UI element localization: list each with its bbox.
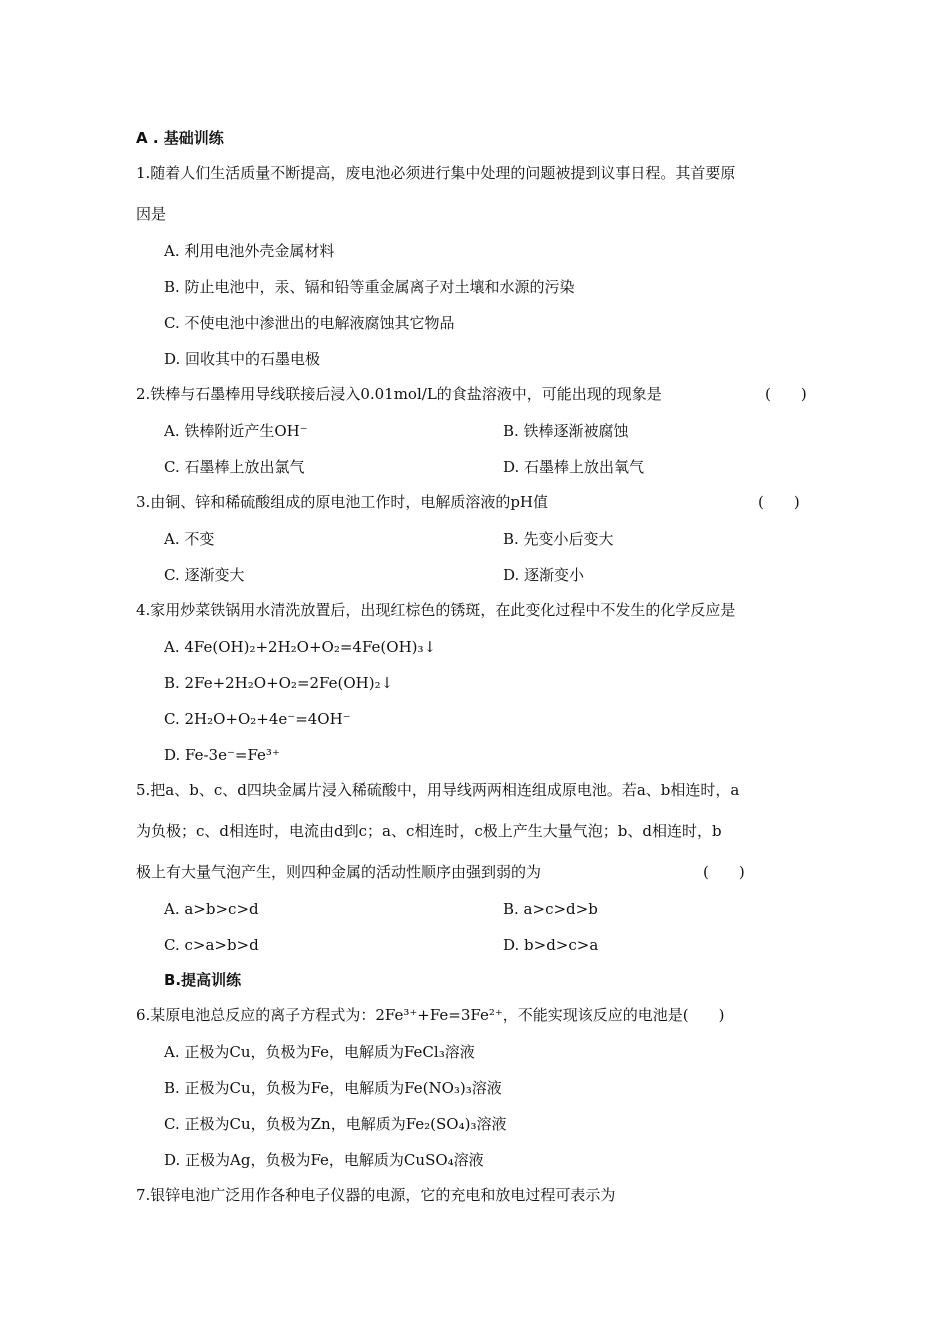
q1-option-d: D. 回收其中的石墨电极 xyxy=(164,350,321,368)
q6-option-c: C. 正极为Cu，负极为Zn，电解质为Fe₂(SO₄)₃溶液 xyxy=(164,1115,507,1133)
q4-option-a: A. 4Fe(OH)₂+2H₂O+O₂=4Fe(OH)₃↓ xyxy=(164,638,437,656)
q3-option-b: B. 先变小后变大 xyxy=(503,530,614,548)
q5-stem-line2: 为负极；c、d相连时，电流由d到c；a、c相连时，c极上产生大量气泡；b、d相连时，b xyxy=(136,822,722,840)
q4-stem: 4.家用炒菜铁锅用水清洗放置后，出现红棕色的锈斑，在此变化过程中不发生的化学反应是 xyxy=(136,601,736,619)
q5-option-b: B. a>c>d>b xyxy=(503,900,598,918)
q5-option-c: C. c>a>b>d xyxy=(164,936,259,954)
q2-option-b: B. 铁棒逐渐被腐蚀 xyxy=(503,422,629,440)
q6-option-b: B. 正极为Cu，负极为Fe，电解质为Fe(NO₃)₃溶液 xyxy=(164,1079,502,1097)
q6-stem: 6.某原电池总反应的离子方程式为：2Fe³⁺+Fe=3Fe²⁺，不能实现该反应的电池是( ) xyxy=(136,1006,725,1024)
q5-answer-paren: ( ) xyxy=(703,863,745,881)
q6-option-a: A. 正极为Cu，负极为Fe，电解质为FeCl₃溶液 xyxy=(164,1043,475,1061)
q1-option-c: C. 不使电池中渗泄出的电解液腐蚀其它物品 xyxy=(164,314,455,332)
q6-option-d: D. 正极为Ag，负极为Fe，电解质为CuSO₄溶液 xyxy=(164,1151,484,1169)
q5-option-a: A. a>b>c>d xyxy=(164,900,259,918)
q7-stem: 7.银锌电池广泛用作各种电子仪器的电源，它的充电和放电过程可表示为 xyxy=(136,1186,616,1204)
q5-stem-line1: 5.把a、b、c、d四块金属片浸入稀硫酸中，用导线两两相连组成原电池。若a、b相连时，a xyxy=(136,781,740,799)
q1-option-b: B. 防止电池中，汞、镉和铅等重金属离子对土壤和水源的污染 xyxy=(164,278,575,296)
q1-option-a: A. 利用电池外壳金属材料 xyxy=(164,242,335,260)
q3-option-d: D. 逐渐变小 xyxy=(503,566,585,584)
q4-option-d: D. Fe-3e⁻=Fe³⁺ xyxy=(164,746,280,764)
q2-option-d: D. 石墨棒上放出氧气 xyxy=(503,458,645,476)
section-b-title: B.提高训练 xyxy=(164,971,242,989)
q4-option-c: C. 2H₂O+O₂+4e⁻=4OH⁻ xyxy=(164,710,351,728)
q3-option-c: C. 逐渐变大 xyxy=(164,566,245,584)
q3-option-a: A. 不变 xyxy=(164,530,215,548)
q2-option-a: A. 铁棒附近产生OH⁻ xyxy=(164,422,308,440)
q1-stem-line1: 1.随着人们生活质量不断提高，废电池必须进行集中处理的问题被提到议事日程。其首要原 xyxy=(136,164,736,182)
q4-option-b: B. 2Fe+2H₂O+O₂=2Fe(OH)₂↓ xyxy=(164,674,394,692)
q5-option-d: D. b>d>c>a xyxy=(503,936,599,954)
q1-stem-line2: 因是 xyxy=(136,205,167,223)
q2-stem: 2.铁棒与石墨棒用导线联接后浸入0.01mol/L的食盐溶液中，可能出现的现象是 xyxy=(136,385,662,403)
section-a-title: A . 基础训练 xyxy=(136,129,224,147)
q5-stem-line3: 极上有大量气泡产生，则四种金属的活动性顺序由强到弱的为 xyxy=(136,863,542,881)
q2-answer-paren: ( ) xyxy=(765,385,807,403)
q3-stem: 3.由铜、锌和稀硫酸组成的原电池工作时，电解质溶液的pH值 xyxy=(136,493,548,511)
q3-answer-paren: ( ) xyxy=(758,493,800,511)
q2-option-c: C. 石墨棒上放出氯气 xyxy=(164,458,305,476)
